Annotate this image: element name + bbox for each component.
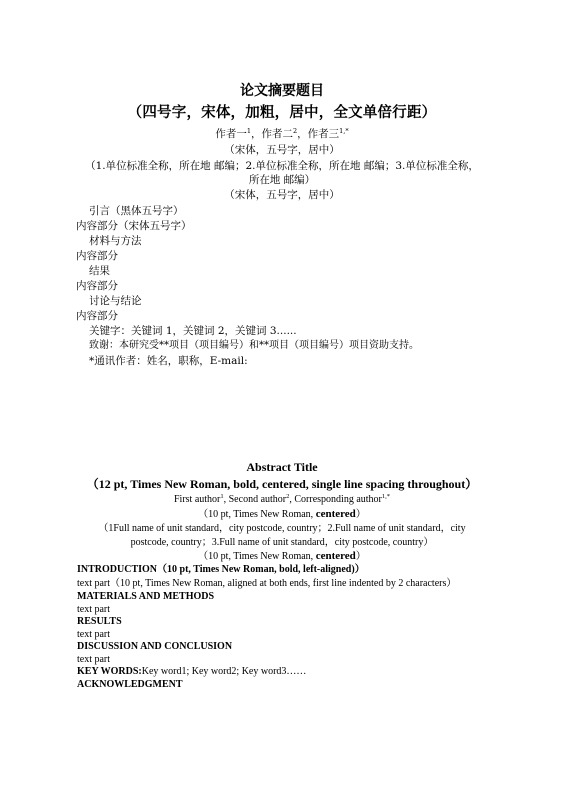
cn-title: 论文摘要题目 [240,83,324,99]
cn-author-2: ，作者二 [251,128,294,140]
en-authors-format-bold: centered [315,508,356,520]
cn-methods-body: 内容部分 [76,250,118,262]
en-results-body: text part [77,629,111,640]
en-affiliation-line2: postcode, country；3.Full name of unit standard，city postcode, country） [130,537,434,548]
en-title: Abstract Title [246,460,318,474]
en-affiliation-format-suffix: ） [355,551,366,562]
cn-affiliation-line1: （1.单位标准全称，所在地 邮编；2.单位标准全称，所在地 邮编；3.单位标准全称， [85,160,479,172]
cn-corresponding-author: *通讯作者：姓名，职称，E-mail: [89,355,248,367]
cn-keywords: 关键字：关键词 1，关键词 2，关键词 3...... [89,325,297,337]
cn-title-format: （四号字，宋体，加粗，居中，全文单倍行距） [127,104,437,121]
cn-authors-format: （宋体，五号字，居中） [224,144,340,156]
cn-methods-heading: 材料与方法 [89,235,142,247]
en-methods-heading: MATERIALS AND METHODS [77,591,215,602]
en-discussion-body: text part [77,654,111,665]
cn-author-3: ，作者三 [297,128,340,140]
en-author-1-sup: 1 [220,493,224,500]
cn-affiliation-format: （宋体，五号字，居中） [224,189,340,201]
en-authors [0,494,564,505]
en-affiliation-line1: （1Full name of unit standard，city postcode, country；2.Full name of unit standard，city [98,523,466,534]
en-authors-format [0,509,564,520]
cn-authors [0,128,564,140]
en-affiliation-format-prefix: （10 pt, Times New Roman, [198,551,316,562]
en-author-2-sup: 2 [286,493,290,500]
en-acknowledgment-heading: ACKNOWLEDGMENT [77,679,183,690]
cn-discussion-body: 内容部分 [76,310,118,322]
en-results-heading: RESULTS [77,616,122,627]
cn-acknowledgment: 致谢：本研究受**项目（项目编号）和**项目（项目编号）项目资助支持。 [89,340,419,351]
cn-results-heading: 结果 [89,265,110,277]
en-author-3: , Corresponding author [289,494,382,505]
en-keywords-text: Key word1; Key word2; Key word3…… [141,666,307,677]
en-authors-format-prefix: （10 pt, Times New Roman, [198,509,316,520]
en-authors-format-suffix: ） [355,509,366,520]
en-keywords-label: KEY WORDS: [77,666,142,677]
cn-discussion-heading: 讨论与结论 [89,295,142,307]
cn-author-1: 作者一 [215,128,247,140]
cn-author-2-sup: 2 [293,127,298,135]
en-affiliation-format [0,551,564,562]
en-affiliation-format-bold: centered [315,550,356,562]
en-author-3-sup: 1,* [381,493,390,500]
en-discussion-heading: DISCUSSION AND CONCLUSION [77,641,233,652]
cn-author-3-sup: 1,* [339,127,349,135]
en-intro-heading: INTRODUCTION（10 pt, Times New Roman, bold, left-aligned)） [77,564,365,575]
cn-intro-body: 内容部分（宋体五号字） [76,220,192,232]
cn-intro-heading: 引言（黑体五号字） [89,205,184,217]
cn-author-1-sup: 1 [246,127,252,135]
en-methods-body: text part [77,604,111,615]
en-intro-body: text part（10 pt, Times New Roman, aligned at both ends, first line indented by 2 characters） [77,578,457,589]
en-keywords [77,667,306,677]
en-author-2: , Second author [223,494,287,505]
en-author-1: First author [173,494,221,505]
cn-results-body: 内容部分 [76,280,118,292]
en-title-format: （12 pt, Times New Roman, bold, centered, single line spacing throughout） [86,477,478,491]
cn-affiliation-line2: 所在地 邮编） [248,174,316,186]
